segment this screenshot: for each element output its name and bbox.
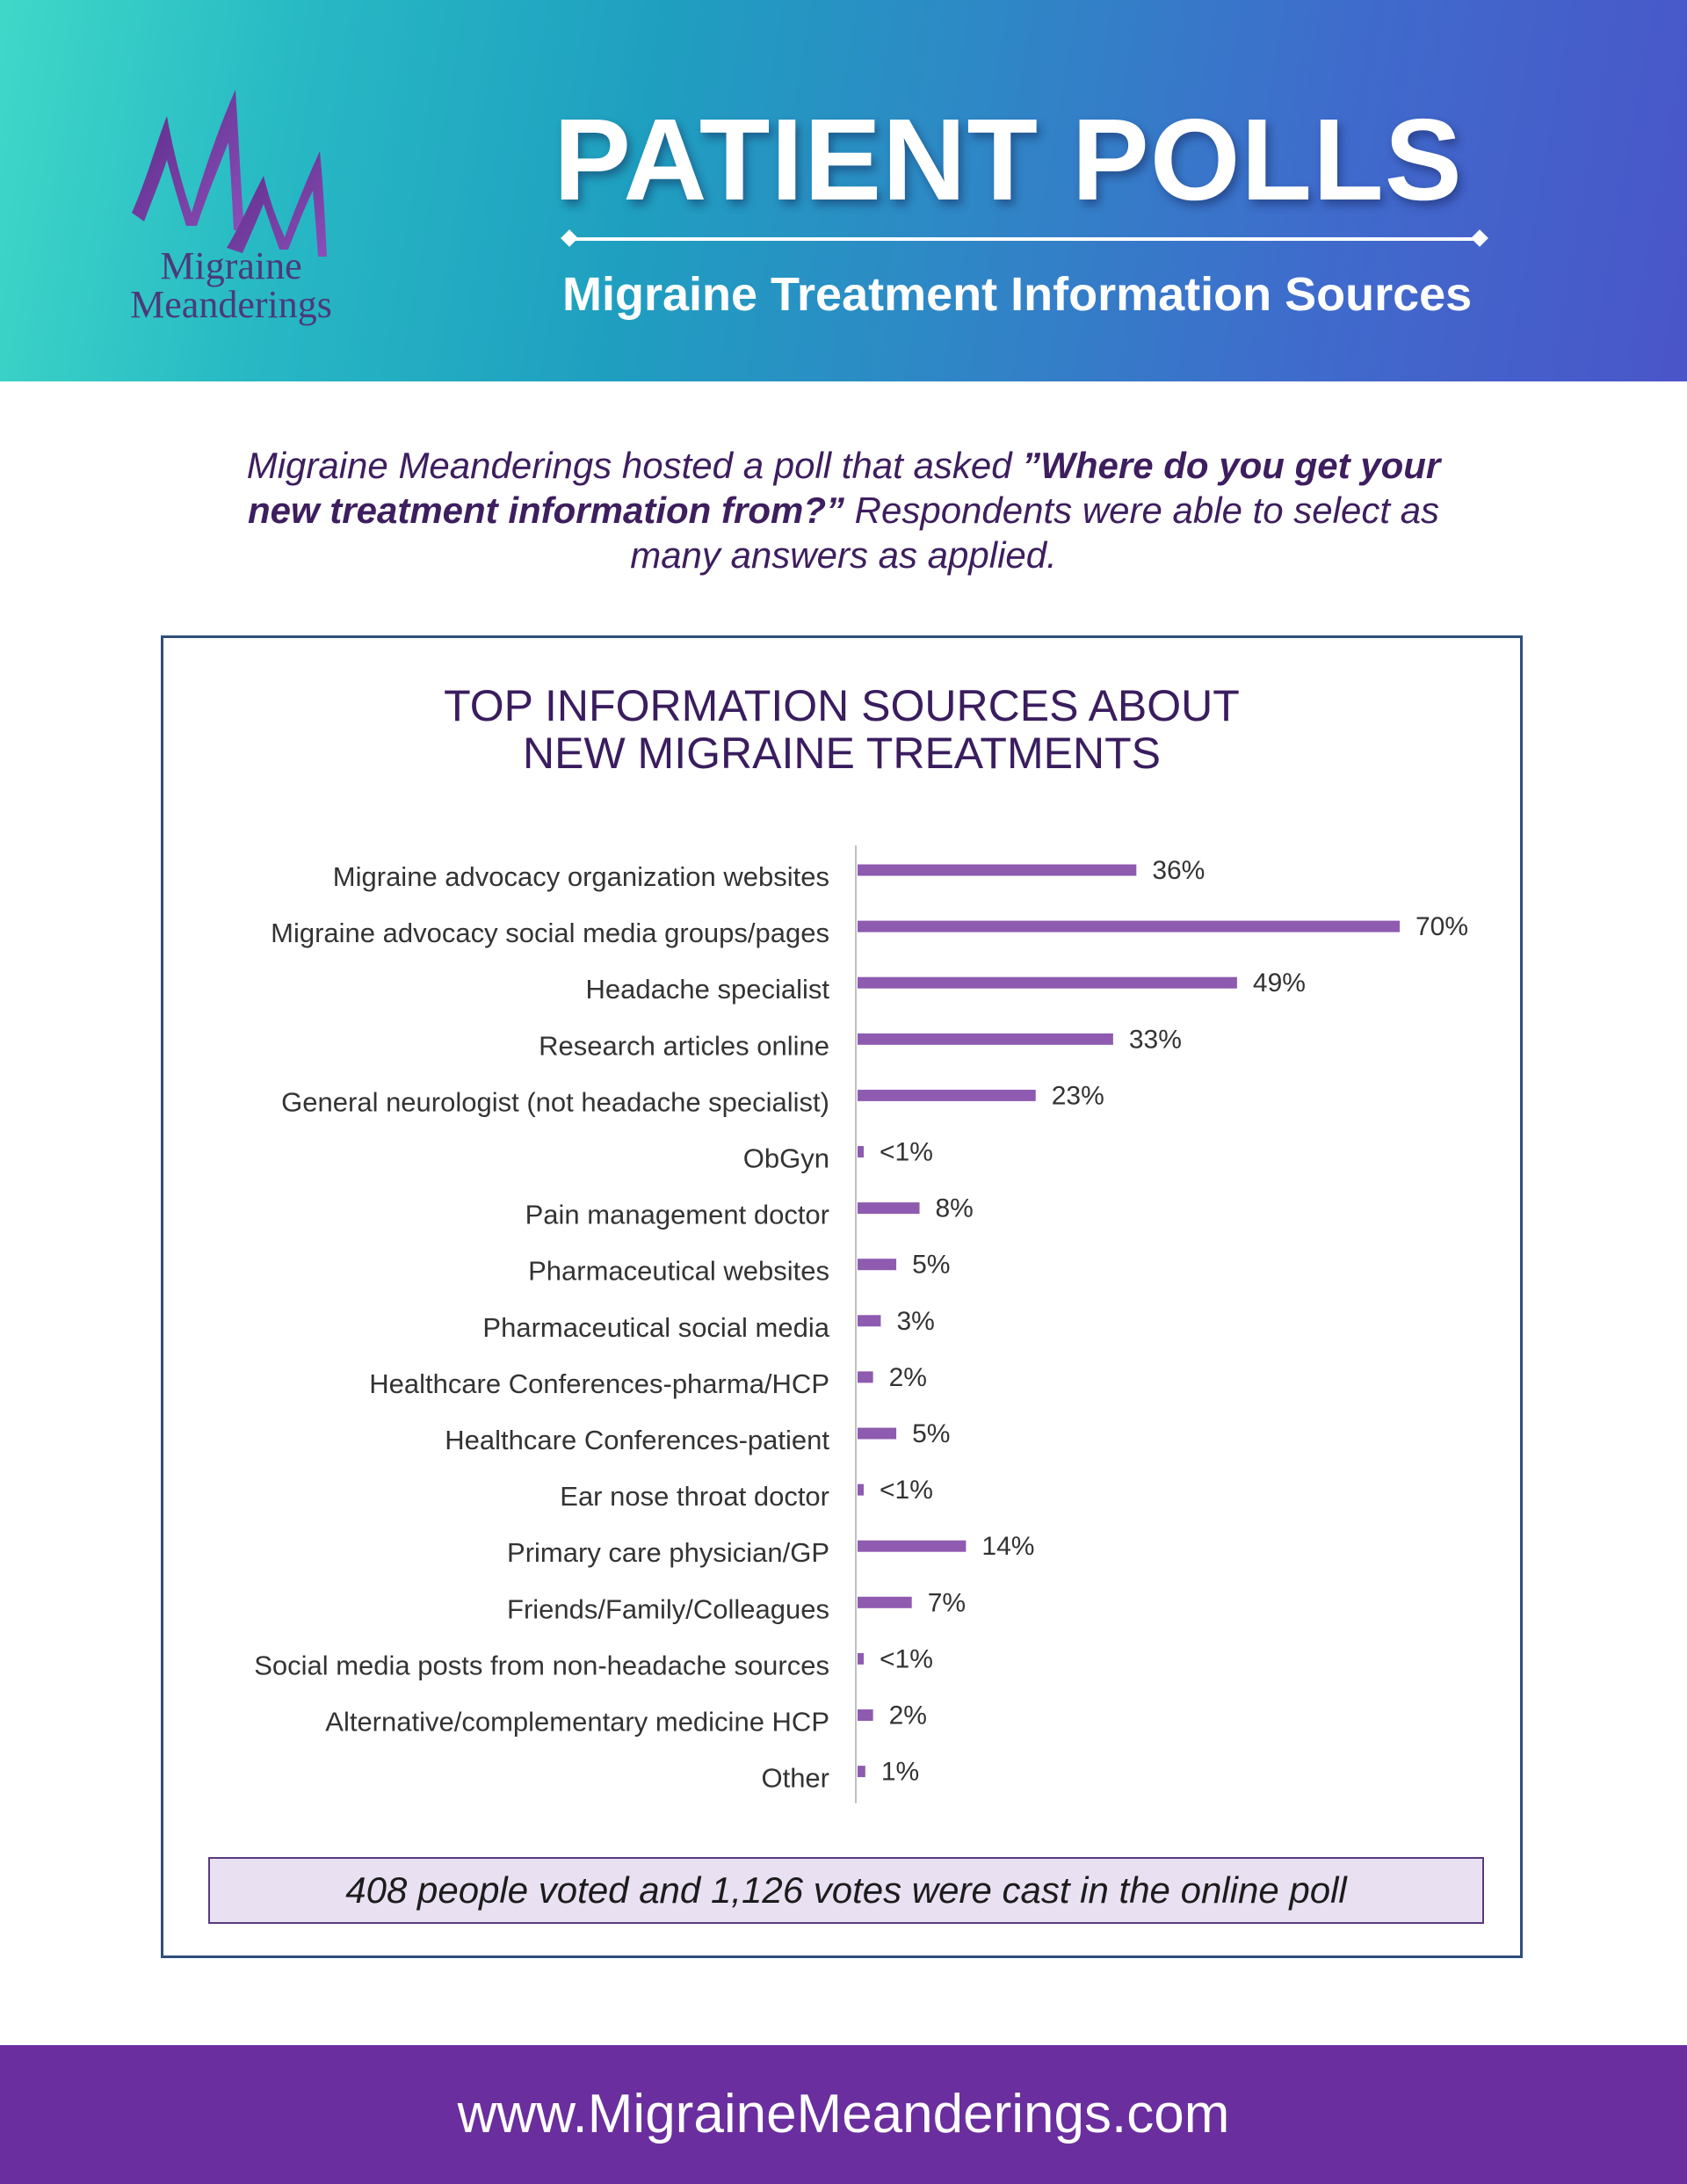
- page-title: PATIENT POLLS: [554, 95, 1463, 224]
- logo-text-line1: Migraine: [160, 244, 302, 287]
- category-label: Alternative/complementary medicine HCP: [325, 1706, 829, 1738]
- intro-question: ”Where do you get your new treatment information from?”: [247, 445, 1441, 531]
- data-label: 70%: [1415, 912, 1469, 942]
- bar: [858, 1202, 920, 1214]
- bar: [858, 1146, 864, 1157]
- category-label: Pharmaceutical social media: [482, 1311, 829, 1343]
- footer-banner: [0, 2045, 1687, 2184]
- intro-text: [211, 443, 1476, 577]
- data-label: <1%: [880, 1137, 933, 1167]
- data-label: <1%: [880, 1476, 933, 1506]
- data-label: 23%: [1051, 1081, 1104, 1111]
- category-label: Headache specialist: [585, 974, 829, 1005]
- title-divider: [569, 237, 1480, 241]
- intro-part1: Migraine Meanderings hosted a poll that asked: [246, 445, 1023, 486]
- category-label: Migraine advocacy organization websites: [332, 861, 829, 892]
- chart-title-line2: NEW MIGRAINE TREATMENTS: [523, 729, 1161, 778]
- bar: [858, 1766, 865, 1777]
- category-label: Healthcare Conferences-patient: [445, 1425, 829, 1455]
- bar: [858, 1428, 896, 1440]
- vote-summary-box: [208, 1857, 1484, 1924]
- bar: [858, 1597, 912, 1608]
- data-label: 5%: [912, 1250, 951, 1280]
- category-label: Research articles online: [539, 1030, 829, 1062]
- category-label: Migraine advocacy social media groups/pages: [271, 918, 829, 949]
- data-label: 2%: [888, 1701, 927, 1731]
- bar: [858, 1315, 880, 1326]
- data-label: 14%: [981, 1532, 1035, 1562]
- data-label: 5%: [912, 1419, 951, 1448]
- category-label: Social media posts from non-headache sources: [254, 1650, 829, 1681]
- bar: [858, 1034, 1113, 1045]
- category-label: Pain management doctor: [525, 1199, 829, 1230]
- header-banner: [0, 0, 1687, 381]
- logo-text-line2: Meanderings: [130, 283, 332, 326]
- category-label: Primary care physician/GP: [507, 1537, 829, 1569]
- category-label: Friends/Family/Colleagues: [507, 1593, 829, 1625]
- data-label: 49%: [1252, 969, 1306, 998]
- bar: [858, 1259, 896, 1270]
- bar-chart: [163, 638, 1520, 1851]
- bar: [858, 1090, 1036, 1101]
- intro-part2: Respondents were able to select as many answers as applied.: [630, 490, 1440, 576]
- footer-website-link[interactable]: www.MigraineMeanderings.com: [457, 2084, 1230, 2144]
- vote-summary-text: 408 people voted and 1,126 votes were cast in the online poll: [345, 1869, 1347, 1911]
- data-label: 33%: [1128, 1025, 1182, 1055]
- category-label: Other: [761, 1762, 829, 1794]
- bar: [858, 1709, 873, 1721]
- data-label: 7%: [927, 1588, 967, 1618]
- bar: [858, 1371, 873, 1382]
- category-label: Pharmaceutical websites: [528, 1255, 829, 1287]
- bar: [858, 921, 1400, 932]
- category-label: Ear nose throat doctor: [560, 1481, 829, 1513]
- bar: [858, 865, 1136, 876]
- bar: [858, 1653, 864, 1665]
- data-label: 8%: [935, 1194, 974, 1223]
- chart-title-line1: TOP INFORMATION SOURCES ABOUT: [444, 681, 1240, 730]
- category-label: ObGyn: [742, 1143, 829, 1174]
- divider-diamond-right: [1471, 229, 1488, 247]
- category-label: General neurologist (not headache specialist): [281, 1086, 829, 1118]
- category-label: Healthcare Conferences-pharma/HCP: [369, 1368, 829, 1399]
- bar: [858, 1541, 966, 1552]
- bar: [858, 1484, 864, 1496]
- data-label: 2%: [888, 1362, 927, 1392]
- data-label: 36%: [1152, 856, 1206, 885]
- data-label: 3%: [896, 1306, 935, 1336]
- data-label: <1%: [880, 1644, 933, 1674]
- page-subtitle: Migraine Treatment Information Sources: [562, 268, 1473, 321]
- data-label: 1%: [880, 1757, 920, 1787]
- bar: [858, 977, 1237, 989]
- chart-panel: [161, 635, 1523, 1958]
